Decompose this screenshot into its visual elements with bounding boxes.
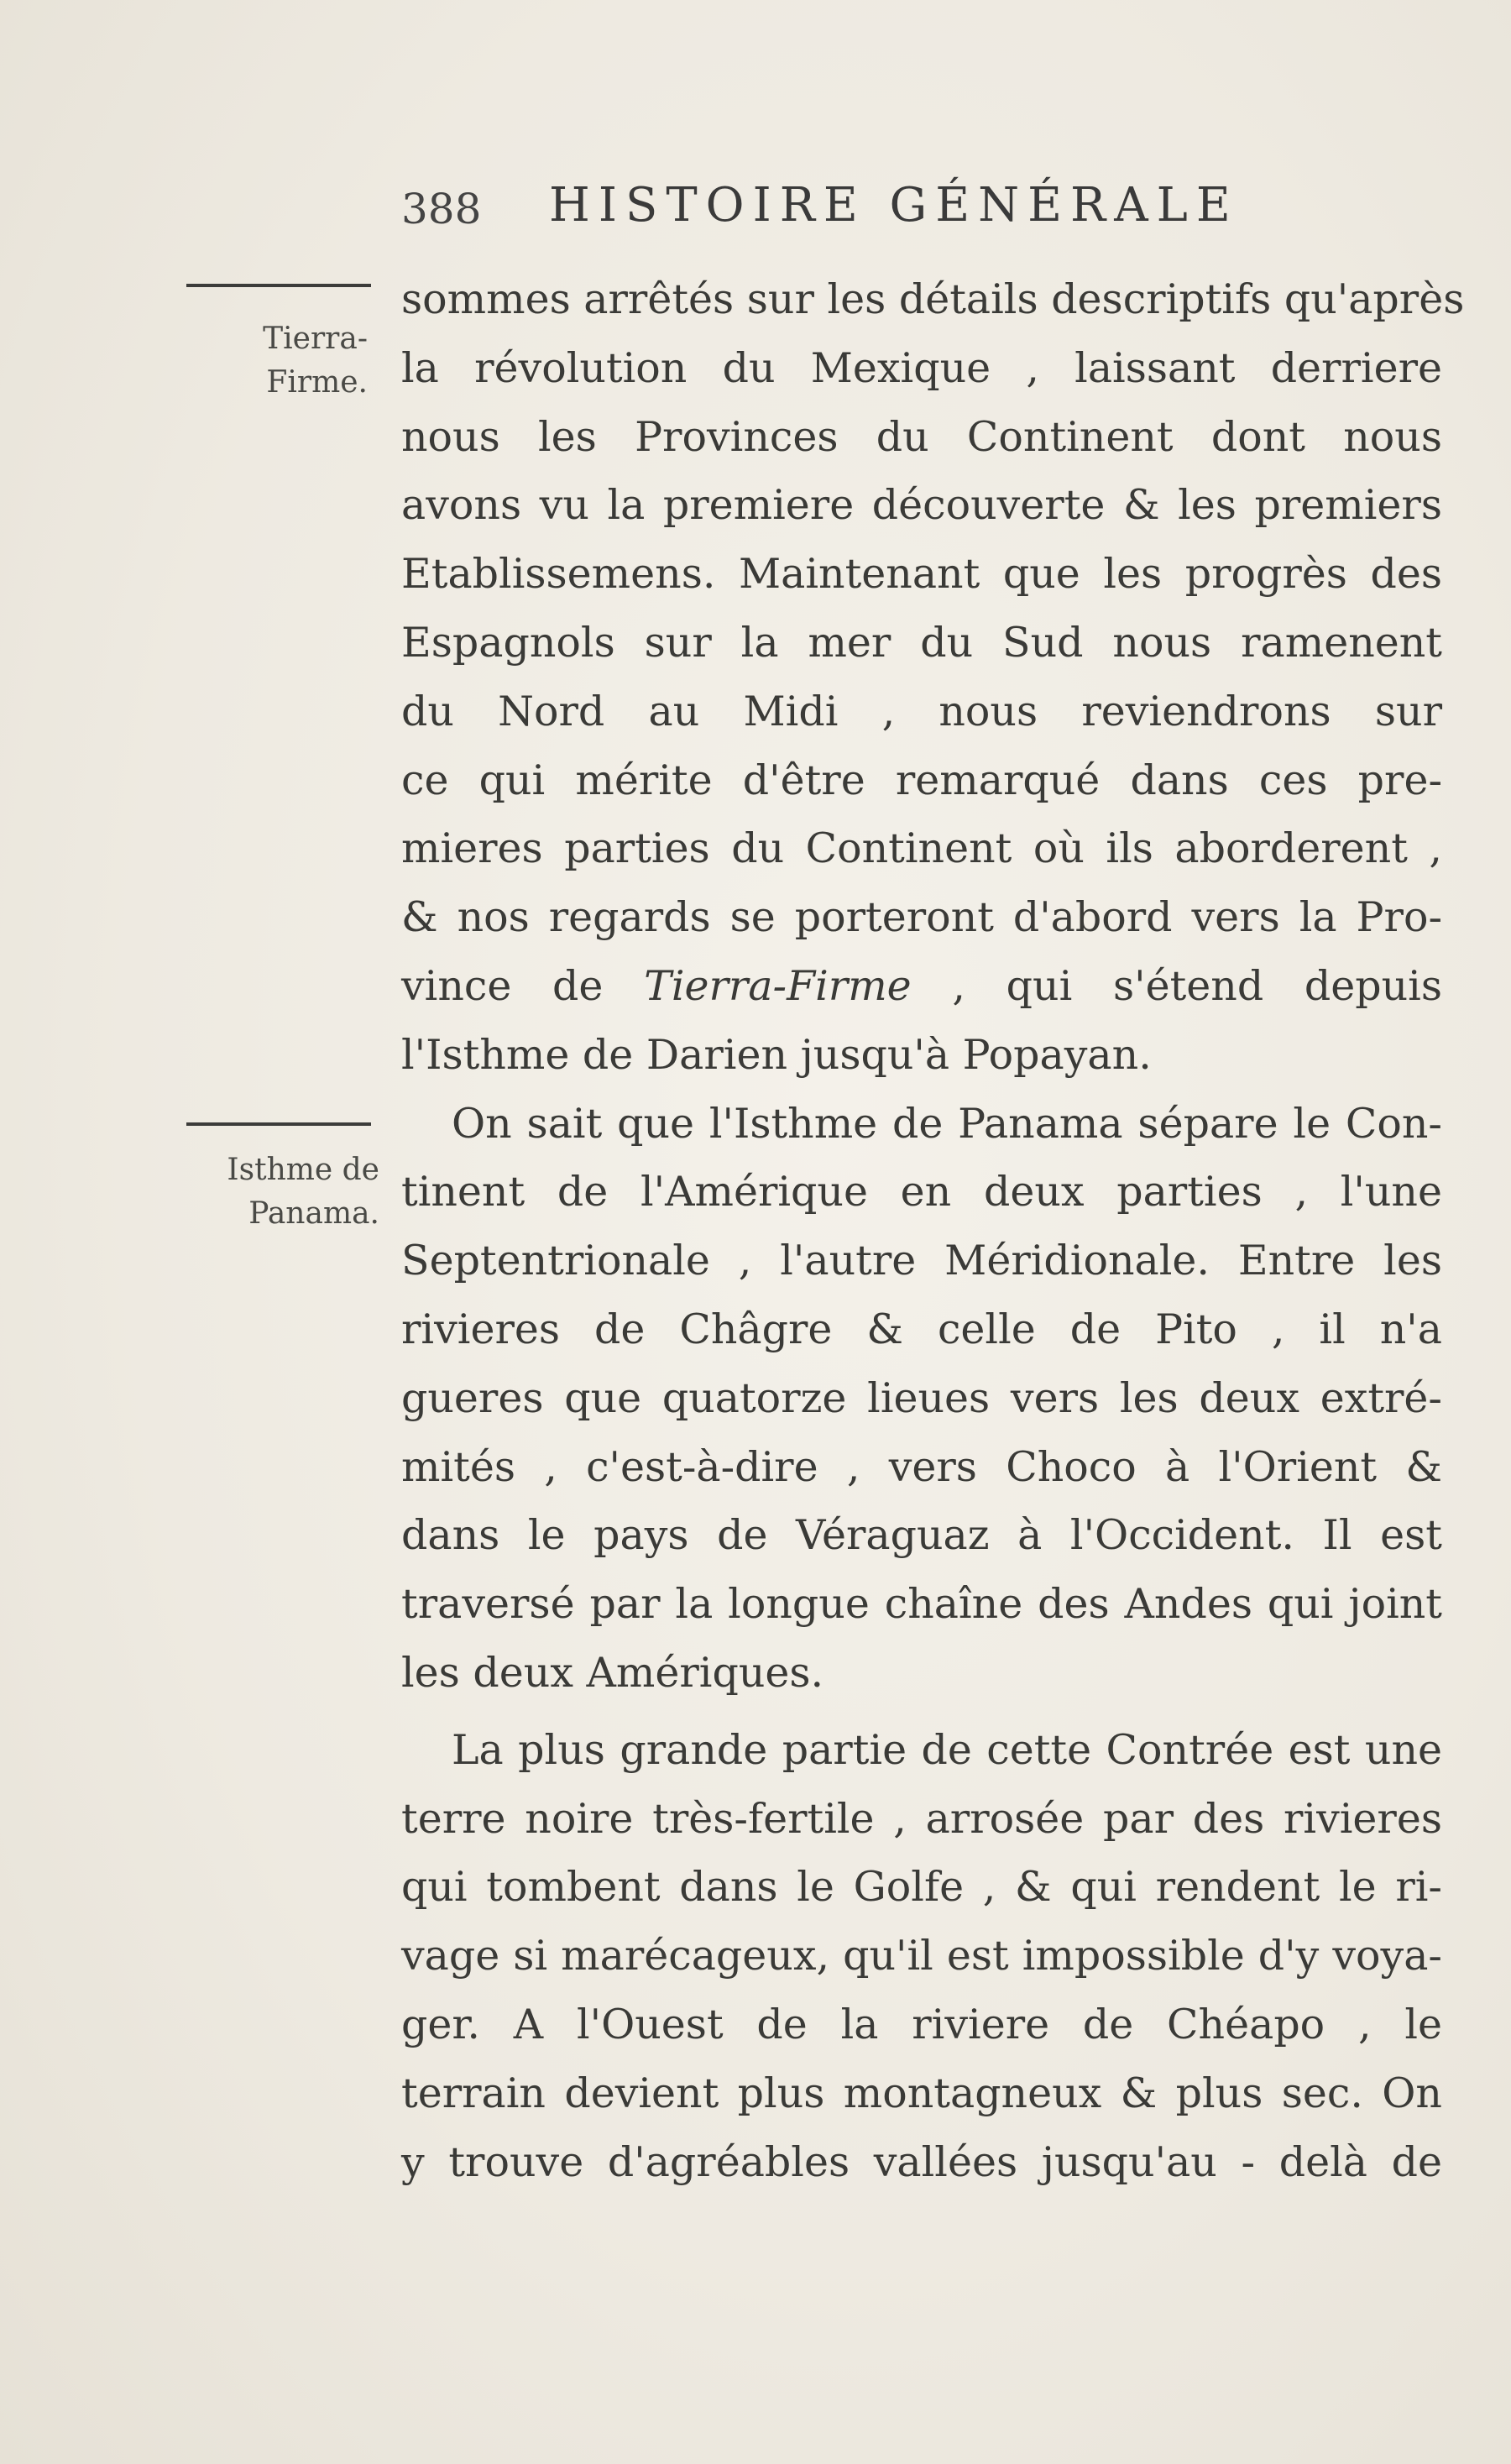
- emphasis-tierra-firme: Tierra-Firme: [644, 961, 912, 1010]
- text-line: terre noire très-fertile , arrosée par des rivieres: [401, 1794, 1442, 1843]
- text-line: On sait que l'Isthme de Panama sépare le Con-: [452, 1099, 1442, 1148]
- running-head: HISTOIRE GÉNÉRALE: [549, 178, 1239, 233]
- text-line: les deux Amériques.: [401, 1648, 824, 1697]
- text-line: nous les Provinces du Continent dont nous: [401, 412, 1442, 461]
- margin-rule: [186, 284, 371, 287]
- paragraph: [401, 1090, 1442, 1708]
- text-line: sommes arrêtés sur les détails descriptifs qu'après: [401, 275, 1465, 323]
- text-line: du Nord au Midi , nous reviendrons sur: [401, 687, 1442, 735]
- paragraph: [401, 265, 1465, 1090]
- text-line: rivieres de Châgre & celle de Pito , il n'a: [401, 1305, 1442, 1353]
- margin-note-line: Isthme de: [227, 1153, 379, 1187]
- text-line: Septentrionale , l'autre Méridionale. Entre les: [401, 1237, 1442, 1285]
- margin-note-line: Tierra-: [263, 322, 368, 356]
- text-line: qui tombent dans le Golfe , & qui rendent le ri-: [401, 1863, 1442, 1912]
- body-text: [401, 265, 1465, 2196]
- text-line: tinent de l'Amérique en deux parties , l'une: [401, 1168, 1442, 1216]
- text-line: dans le pays de Véraguaz à l'Occident. Il est: [401, 1511, 1442, 1560]
- text-line: la révolution du Mexique , laissant derriere: [401, 343, 1442, 392]
- text-line: Espagnols sur la mer du Sud nous ramenent: [401, 618, 1442, 667]
- text-line: traversé par la longue chaîne des Andes qui joint: [401, 1580, 1442, 1629]
- text-line: avons vu la premiere découverte & les premiers: [401, 481, 1442, 530]
- margin-note-isthme-panama: [175, 1148, 379, 1236]
- page-number: 388: [401, 185, 482, 233]
- text-line: Etablissemens. Maintenant que les progrès des: [401, 550, 1442, 599]
- text-segment: vince de: [401, 961, 645, 1010]
- page-header: [401, 178, 1442, 237]
- margin-rule: [186, 1122, 371, 1126]
- text-segment: , qui s'étend depuis: [911, 961, 1443, 1010]
- margin-note-line: Firme.: [266, 365, 368, 400]
- margin-note-tierra-firme: [200, 317, 368, 405]
- margin-note-line: Panama.: [248, 1196, 379, 1231]
- text-line: ger. A l'Ouest de la riviere de Chéapo , le: [401, 2000, 1442, 2048]
- text-line: mités , c'est-à-dire , vers Choco à l'Orient &: [401, 1442, 1442, 1491]
- text-line: y trouve d'agréables vallées jusqu'au - delà de: [401, 2137, 1442, 2186]
- text-line: vage si marécageux, qu'il est impossible d'y voya-: [401, 1932, 1442, 1980]
- text-line: gueres que quatorze lieues vers les deux extré-: [401, 1373, 1442, 1422]
- text-line: ce qui mérite d'être remarqué dans ces pre-: [401, 756, 1442, 804]
- paragraph: [401, 1716, 1442, 2197]
- text-line: mieres parties du Continent où ils aborderent ,: [401, 824, 1442, 873]
- text-line: La plus grande partie de cette Contrée est une: [452, 1725, 1442, 1774]
- text-line: l'Isthme de Darien jusqu'à Popayan.: [401, 1030, 1152, 1079]
- text-line-with-emphasis: [401, 952, 1442, 1021]
- text-line: terrain devient plus montagneux & plus sec. On: [401, 2069, 1442, 2117]
- text-line: & nos regards se porteront d'abord vers la Pro-: [401, 893, 1442, 942]
